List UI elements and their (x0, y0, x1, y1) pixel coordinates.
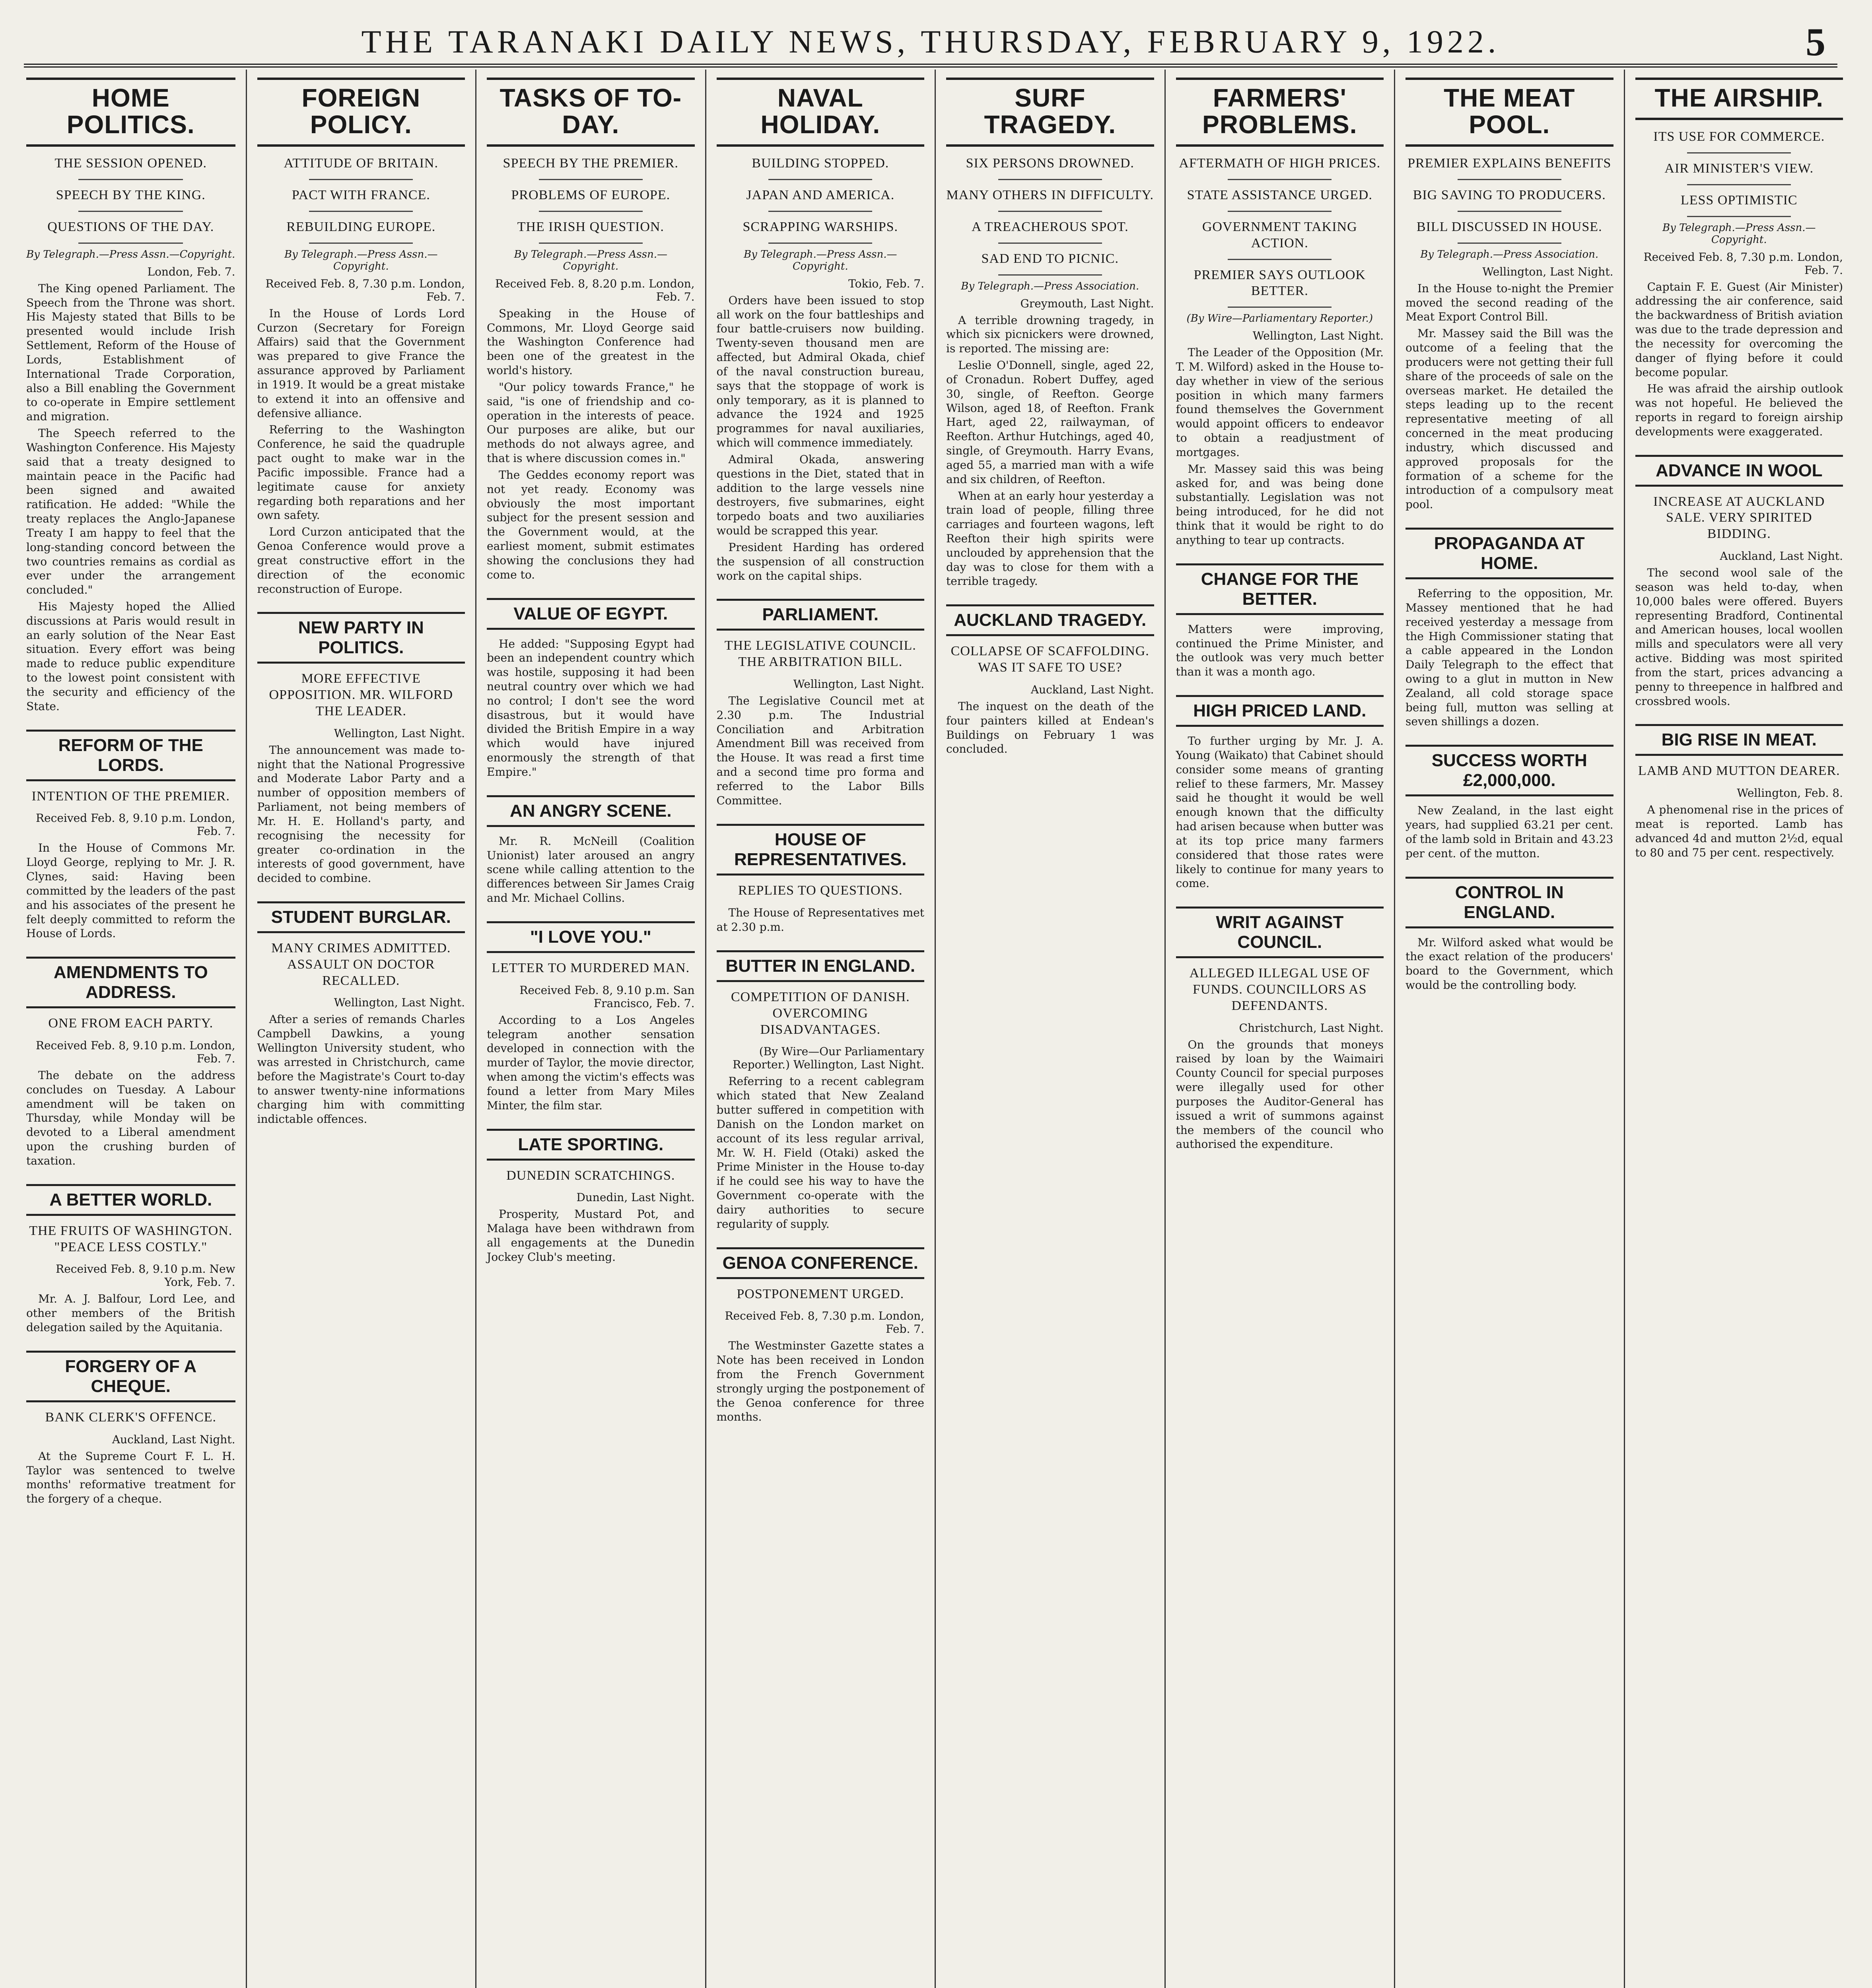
subheading: AFTERMATH OF HIGH PRICES. (1179, 156, 1381, 171)
article-paragraph: President Harding has ordered the suspension of all construction work on the capital ships. (716, 540, 924, 582)
article-paragraph: Captain F. E. Guest (Air Minister) addressing the air conference, said the backwardness of British aviation was due to the trade depression and the necessity for overcoming the danger of flying before it could become popular. (1635, 280, 1843, 379)
section-paragraph: The inquest on the death of the four painters killed at Endean's Buildings on February 1 was concluded. (946, 699, 1154, 756)
section-heading: AN ANGRY SCENE. (487, 795, 695, 827)
column-heading: FOREIGN POLICY. (257, 78, 465, 147)
subheading: GOVERNMENT TAKING ACTION. (1202, 219, 1357, 250)
divider (309, 243, 413, 244)
subheading: STATE ASSISTANCE URGED. (1187, 188, 1372, 203)
section-heading: BUTTER IN ENGLAND. (717, 950, 925, 982)
subheading: A TREACHEROUS SPOT. (971, 219, 1129, 234)
section-paragraph: Referring to the opposition, Mr. Massey mentioned that he had received yesterday a message from the High Commissioner stating that a cable appeared in the London Daily Telegraph to the effect that owing to a glut in mutton in New Zealand, all cold storage space being full, mutton was selling at seven shillings a dozen. (1405, 587, 1613, 728)
divider (998, 179, 1102, 180)
subheading: REBUILDING EUROPE. (286, 219, 436, 234)
dateline: Greymouth, Last Night. (1020, 297, 1154, 310)
section-subheading: POSTPONEMENT URGED. (737, 1286, 904, 1301)
section-paragraph: Mr. Wilford asked what would be the exact relation of the producers' board to the Government, which would be the controlling body. (1405, 936, 1613, 992)
wire-credit: By Telegraph.—Press Association. (1420, 248, 1599, 260)
divider (768, 179, 872, 180)
wire-credit: By Telegraph.—Press Assn.—Copyright. (1662, 221, 1816, 246)
article-paragraph: In the House to-night the Premier moved the second reading of the Meat Export Control Bill. (1405, 282, 1613, 324)
section-heading: LATE SPORTING. (487, 1129, 695, 1161)
section-paragraph: According to a Los Angeles telegram another sensation developed in connection with the murder of Taylor, the movie director, when among the victim's effects was found a letter from Mary Miles Minter, the film star. (487, 1013, 695, 1112)
subheading: MANY OTHERS IN DIFFICULTY. (946, 188, 1154, 203)
divider (1228, 179, 1332, 180)
section-paragraph: On the grounds that moneys raised by loan by the Waimairi County Council for special purposes were illegally used for other purposes the Auditor-General has issued a writ of summons against the members of the council who authorised the expenditure. (1176, 1038, 1384, 1151)
column-5 (935, 70, 1164, 1988)
section-dateline: Auckland, Last Night. (112, 1433, 235, 1446)
section-heading: VALUE OF EGYPT. (487, 598, 695, 630)
wire-credit: By Telegraph.—Press Assn.—Copyright. (284, 248, 438, 272)
section-subheading: COMPETITION OF DANISH. OVERCOMING DISADVANTAGES. (731, 990, 910, 1037)
column-6 (1164, 70, 1394, 1988)
article-paragraph: Speaking in the House of Commons, Mr. Lloyd George said the Washington Conference had been one of the greatest in the world's history. (487, 307, 695, 377)
column-2 (246, 70, 476, 1988)
subheading: THE SESSION OPENED. (54, 156, 207, 171)
subheading: BUILDING STOPPED. (752, 156, 889, 171)
section-paragraph: The announcement was made to-night that the National Progressive and Moderate Labor Party and a number of opposition members of Parliament, not being members of Mr. H. E. Holland's party, and recognising the necessity for greater co-ordination in the interests of good government, have decided to combine. (257, 743, 465, 885)
article-paragraph: Mr. Massey said this was being asked for, and was being done substantially. Legislation was not being introduced, for he did not think that it would be right to do anything to tear up contracts. (1176, 462, 1384, 547)
article-paragraph: Referring to the Washington Conference, he said the quadruple pact ought to make war in the Pacific impossible. France had a legitimate cause for anxiety regarding both reparations and her own safety. (257, 423, 465, 522)
divider (539, 243, 643, 244)
section-dateline: Dunedin, Last Night. (576, 1191, 695, 1204)
section-heading: PROPAGANDA AT HOME. (1405, 528, 1613, 579)
section-heading: SUCCESS WORTH £2,000,000. (1405, 745, 1613, 796)
section-paragraph: Prosperity, Mustard Pot, and Malaga have been withdrawn from all engagements at the Dunedin Jockey Club's meeting. (487, 1208, 695, 1264)
page-number: 5 (1806, 20, 1825, 64)
column-heading: THE MEAT POOL. (1405, 78, 1613, 147)
masthead (24, 16, 1837, 68)
divider (1687, 216, 1791, 217)
section-dateline: (By Wire—Our Parliamentary Reporter.) Wellington, Last Night. (733, 1045, 924, 1072)
divider (78, 179, 183, 180)
section-subheading: THE LEGISLATIVE COUNCIL. THE ARBITRATION BILL. (724, 638, 916, 670)
section-dateline: Received Feb. 8, 7.30 p.m. London, Feb. 7. (725, 1309, 924, 1336)
section-dateline: Wellington, Feb. 8. (1737, 786, 1843, 800)
article-paragraph: The King opened Parliament. The Speech from the Throne was short. His Majesty stated that Bills to be presented would include Irish Settlement, Reform of the House of Lords, Establishment of International Trade Corporation, also a Bill enabling the Government to co-operate in Empire settlement and migration. (26, 282, 235, 423)
section-paragraph: Mr. R. McNeill (Coalition Unionist) later aroused an angry scene while calling attention to the differences between Sir James Craig and Mr. Michael Collins. (487, 834, 695, 905)
section-paragraph: To further urging by Mr. J. A. Young (Waikato) that Cabinet should consider some means of granting relief to these farmers, Mr. Massey said he thought it would be well enough known that the difficulty had arisen because when butter was at its top price many farmers considered that those rates were likely to continue for many years to come. (1176, 734, 1384, 890)
section-subheading: BANK CLERK'S OFFENCE. (45, 1409, 216, 1425)
section-subheading: COLLAPSE OF SCAFFOLDING. WAS IT SAFE TO USE? (951, 644, 1149, 675)
article-paragraph: The Speech referred to the Washington Conference. His Majesty said that a treaty designed to maintain peace in the Pacific had been signed and awaited ratification. He added: "While the treaty replaces the Anglo-Japanese Treaty I am happy to feel that the long-standing concord between the two countries remains as cordial as ever under the arrangement concluded." (26, 427, 235, 597)
wire-credit: (By Wire—Parliamentary Reporter.) (1186, 313, 1373, 325)
divider (78, 211, 183, 212)
article-paragraph: Orders have been issued to stop all work on the four battleships and four battle-cruisers now building. Twenty-seven thousand men are affected, but Admiral Okada, chief of the naval construction bureau, says that the stoppage of work is only temporary, as it is planned to advance the 1924 and 1925 programmes for naval auxiliaries, which will commence immediately. (716, 293, 924, 450)
divider (1228, 307, 1332, 308)
section-subheading: INTENTION OF THE PREMIER. (31, 788, 230, 804)
section-paragraph: Matters were improving, continued the Prime Minister, and the outlook was very much better than it was a month ago. (1176, 622, 1384, 679)
section-subheading: MORE EFFECTIVE OPPOSITION. MR. WILFORD THE LEADER. (269, 671, 453, 718)
section-subheading: LETTER TO MURDERED MAN. (492, 960, 690, 975)
divider (309, 211, 413, 212)
section-dateline: Wellington, Last Night. (334, 996, 465, 1010)
section-paragraph: In the House of Commons Mr. Lloyd George, replying to Mr. J. R. Clynes, said: Having been committed by the leaders of the past and his associates of the present he felt deeply committed to reform the House of Lords. (26, 841, 235, 940)
section-paragraph: New Zealand, in the last eight years, had supplied 63.21 per cent. of the lamb sold in Britain and 43.23 per cent. of the mutton. (1405, 804, 1613, 860)
section-dateline: Wellington, Last Night. (793, 677, 924, 691)
wire-credit: By Telegraph.—Press Assn.—Copyright. (514, 248, 667, 272)
section-heading: AMENDMENTS TO ADDRESS. (26, 957, 235, 1008)
section-heading: ADVANCE IN WOOL (1635, 455, 1843, 487)
column-7 (1394, 70, 1624, 1988)
section-heading: GENOA CONFERENCE. (717, 1247, 925, 1279)
divider (78, 243, 183, 244)
subheading: ITS USE FOR COMMERCE. (1653, 129, 1825, 144)
divider (768, 243, 872, 244)
divider (309, 179, 413, 180)
section-heading: CHANGE FOR THE BETTER. (1176, 563, 1384, 615)
column-heading: THE AIRSHIP. (1635, 78, 1843, 120)
column-8 (1624, 70, 1854, 1988)
article-paragraph: "Our policy towards France," he said, "is one of friendship and co-operation in the interests of peace. Our purposes are alike, but our methods do not always agree, and that is where discussion comes in." (487, 380, 695, 465)
column-3 (475, 70, 705, 1988)
subheading: THE IRISH QUESTION. (517, 219, 664, 234)
section-dateline: Received Feb. 8, 9.10 p.m. San Francisco, Feb. 7. (519, 983, 695, 1010)
article-paragraph: Leslie O'Donnell, single, aged 22, of Cronadun. Robert Duffey, aged 30, single, of Reefton. George Wilson, aged 18, of Reefton. Frank Hart, aged 22, railwayman, of Reefton. Arthur Hutchings, aged 40, single, of Greymouth. Harry Evans, aged 55, a married man with a wife and six children, of Reefton. (946, 359, 1154, 486)
article-paragraph: Admiral Okada, answering questions in the Diet, stated that in addition to the large vessels nine destroyers, five submarines, eight torpedo boats and two auxiliaries would be scrapped this year. (716, 452, 924, 538)
subheading: LESS OPTIMISTIC (1680, 192, 1798, 208)
section-subheading: LAMB AND MUTTON DEARER. (1638, 763, 1840, 779)
section-heading: AUCKLAND TRAGEDY. (946, 604, 1154, 636)
dateline: Wellington, Last Night. (1252, 329, 1384, 343)
subheading: PREMIER EXPLAINS BENEFITS (1407, 156, 1612, 171)
section-heading: REFORM OF THE LORDS. (26, 730, 235, 781)
section-heading: FORGERY OF A CHEQUE. (26, 1351, 235, 1402)
section-paragraph: The second wool sale of the season was held to-day, when 10,000 bales were offered. Buyers representing Bradford, Continental and American houses, local woollen mills and speculators were all very active. Bidding was most spirited from the start, prices advancing a penny to threepence in halfbred and crossbred wools. (1635, 566, 1843, 708)
section-dateline: Christchurch, Last Night. (1239, 1021, 1384, 1035)
section-heading: CONTROL IN ENGLAND. (1405, 877, 1613, 928)
section-paragraph: The Legislative Council met at 2.30 p.m. The Industrial Conciliation and Arbitration Amendment Bill was received from the House. It was read a first time and a second time pro forma and referred to the Labor Bills Committee. (716, 694, 924, 807)
article-paragraph: Mr. Massey said the Bill was the outcome of a feeling that the producers were not getting their full share of the proceeds of sale on the overseas market. He detailed the steps leading up to the recent representative meeting of all concerned in the meat producing industry, which discussed and approved proposals for the formation of a scheme for the introduction of a compulsory meat pool. (1405, 327, 1613, 511)
section-subheading: ALLEGED ILLEGAL USE OF FUNDS. COUNCILLORS AS DEFENDANTS. (1189, 966, 1370, 1013)
divider (1228, 259, 1332, 260)
section-paragraph: The debate on the address concludes on Tuesday. A Labour amendment will be taken on Thursday, while Monday will be devoted to a Liberal amendment upon the crushing burden of taxation. (26, 1069, 235, 1167)
wire-credit: By Telegraph.—Press Assn.—Copyright. (744, 248, 897, 272)
masthead-title: THE TARANAKI DAILY NEWS, THURSDAY, FEBRUARY 9, 1922. (361, 23, 1500, 60)
subheading: BILL DISCUSSED IN HOUSE. (1416, 219, 1602, 234)
section-paragraph: After a series of remands Charles Campbell Dawkins, a young Wellington University student, who was arrested in Christchurch, came before the Magistrate's Court to-day to answer twenty-nine informations charging him with committing indictable offences. (257, 1013, 465, 1126)
section-subheading: MANY CRIMES ADMITTED. ASSAULT ON DOCTOR RECALLED. (271, 941, 451, 988)
section-subheading: THE FRUITS OF WASHINGTON. "PEACE LESS COSTLY." (29, 1223, 233, 1254)
section-subheading: INCREASE AT AUCKLAND SALE. VERY SPIRITED BIDDING. (1653, 494, 1825, 542)
article-paragraph: The Geddes economy report was not yet ready. Economy was obviously the most important subject for the present session and the Government would, at the earliest moment, submit estimates showing the conclusions they had come to. (487, 468, 695, 581)
article-paragraph: He was afraid the airship outlook was not hopeful. He believed the reports in regard to foreign airship developments were exaggerated. (1635, 382, 1843, 438)
columns (16, 70, 1853, 1988)
subheading: PROBLEMS OF EUROPE. (511, 188, 671, 203)
subheading: SAD END TO PICNIC. (981, 251, 1119, 266)
wire-credit: By Telegraph.—Press Association. (961, 280, 1139, 292)
section-paragraph: A phenomenal rise in the prices of meat is reported. Lamb has advanced 4d and mutton 2½d, equal to 80 and 75 per cent. respectively. (1635, 803, 1843, 859)
dateline: Wellington, Last Night. (1482, 265, 1613, 278)
section-heading: A BETTER WORLD. (26, 1184, 235, 1216)
section-heading: "I LOVE YOU." (487, 921, 695, 953)
section-heading: HOUSE OF REPRESENTATIVES. (717, 824, 925, 876)
article-paragraph: His Majesty hoped the Allied discussions at Paris would result in an early solution of the Near East situation. Every effort was being made to reduce public expenditure to the lowest point consistent with the security and efficiency of the State. (26, 600, 235, 713)
section-heading: NEW PARTY IN POLITICS. (257, 612, 465, 664)
section-paragraph: The Westminster Gazette states a Note has been received in London from the French Government strongly urging the postponement of the Genoa conference for three months. (716, 1339, 924, 1424)
section-heading: WRIT AGAINST COUNCIL. (1176, 907, 1384, 958)
section-dateline: Received Feb. 8, 9.10 p.m. London, Feb. 7. (36, 1039, 235, 1065)
subheading: ATTITUDE OF BRITAIN. (284, 156, 438, 171)
subheading: PACT WITH FRANCE. (292, 188, 430, 203)
wire-credit: By Telegraph.—Press Assn.—Copyright. (26, 248, 235, 260)
section-subheading: REPLIES TO QUESTIONS. (738, 883, 903, 898)
section-subheading: DUNEDIN SCRATCHINGS. (506, 1168, 675, 1183)
subheading: BIG SAVING TO PRODUCERS. (1413, 188, 1606, 203)
section-paragraph: He added: "Supposing Egypt had been an independent country which was hostile, supposing it had been neutral country over which we had no control; I don't see the word disastrous, but it would have divided the British Empire in a way which would have injured enormously the strength of that Empire." (487, 637, 695, 779)
column-heading: SURF TRAGEDY. (946, 78, 1154, 147)
divider (1458, 211, 1561, 212)
section-heading: PARLIAMENT. (717, 599, 925, 631)
section-paragraph: The House of Representatives met at 2.30 p.m. (716, 906, 924, 934)
divider (539, 211, 643, 212)
article-paragraph: The Leader of the Opposition (Mr. T. M. Wilford) asked in the House to-day whether in view of the serious position in which many farmers found themselves the Government would appoint officers to endeavor to obtain a readjustment of mortgages. (1176, 346, 1384, 459)
subheading: SPEECH BY THE KING. (56, 188, 206, 203)
dateline: Tokio, Feb. 7. (848, 277, 924, 290)
divider (1458, 243, 1561, 244)
section-dateline: Auckland, Last Night. (1720, 549, 1843, 563)
divider (1687, 152, 1791, 153)
section-paragraph: At the Supreme Court F. L. H. Taylor was sentenced to twelve months' reformative treatment for the forgery of a cheque. (26, 1449, 235, 1506)
subheading: PREMIER SAYS OUTLOOK BETTER. (1194, 267, 1366, 299)
article-paragraph: When at an early hour yesterday a train load of people, filling three carriages and fourteen wagons, left Reefton their high spirits were unclouded by apprehension that the day was to close for them with a terrible tragedy. (946, 489, 1154, 588)
divider (998, 243, 1102, 244)
subheading: QUESTIONS OF THE DAY. (47, 219, 214, 234)
article-paragraph: A terrible drowning tragedy, in which six picnickers were drowned, is reported. The missing are: (946, 313, 1154, 355)
subheading: SPEECH BY THE PREMIER. (503, 156, 678, 171)
article-paragraph: In the House of Lords Lord Curzon (Secretary for Foreign Affairs) said that the Government was prepared to give France the assurance approved by Parliament in 1919. It would be a great mistake to extend it into an offensive and defensive alliance. (257, 307, 465, 420)
column-heading: FARMERS' PROBLEMS. (1176, 78, 1384, 147)
subheading: SCRAPPING WARSHIPS. (743, 219, 898, 234)
section-dateline: Received Feb. 8, 9.10 p.m. London, Feb. 7. (36, 812, 235, 838)
section-heading: BIG RISE IN MEAT. (1635, 724, 1843, 756)
section-paragraph: Mr. A. J. Balfour, Lord Lee, and other members of the British delegation sailed by the Aquitania. (26, 1292, 235, 1334)
dateline: Received Feb. 8, 7.30 p.m. London, Feb. 7. (265, 277, 465, 303)
section-dateline: Wellington, Last Night. (334, 726, 465, 740)
section-subheading: ONE FROM EACH PARTY. (48, 1016, 214, 1031)
divider (998, 274, 1102, 276)
divider (998, 211, 1102, 212)
section-heading: HIGH PRICED LAND. (1176, 695, 1384, 727)
dateline: Received Feb. 8, 8.20 p.m. London, Feb. 7. (495, 277, 695, 303)
column-4 (705, 70, 935, 1988)
dateline: Received Feb. 8, 7.30 p.m. London, Feb. 7. (1643, 250, 1843, 277)
section-heading: STUDENT BURGLAR. (257, 901, 465, 933)
article-paragraph: Lord Curzon anticipated that the Genoa Conference would prove a great constructive effort in the direction of the economic reconstruction of Europe. (257, 525, 465, 596)
column-heading: TASKS OF TO-DAY. (487, 78, 695, 147)
section-paragraph: Referring to a recent cablegram which stated that New Zealand butter suffered in competition with Danish on the London market on account of its less regular arrival, Mr. W. H. Field (Otaki) asked the Prime Minister in the House to-day if he could see his way to have the Government co-operate with the dairy authorities to secure regularity of supply. (716, 1075, 924, 1231)
subheading: AIR MINISTER'S VIEW. (1664, 161, 1814, 176)
divider (1687, 184, 1791, 185)
divider (768, 211, 872, 212)
column-heading: NAVAL HOLIDAY. (717, 78, 925, 147)
section-dateline: Received Feb. 8, 9.10 p.m. New York, Feb. 7. (56, 1262, 235, 1289)
divider (539, 179, 643, 180)
column-heading: HOME POLITICS. (26, 78, 235, 147)
divider (1228, 211, 1332, 212)
dateline: London, Feb. 7. (147, 265, 235, 278)
subheading: SIX PERSONS DROWNED. (966, 156, 1134, 171)
subheading: JAPAN AND AMERICA. (746, 188, 895, 203)
divider (1458, 179, 1561, 180)
section-dateline: Auckland, Last Night. (1030, 683, 1154, 696)
column-1 (16, 70, 246, 1988)
